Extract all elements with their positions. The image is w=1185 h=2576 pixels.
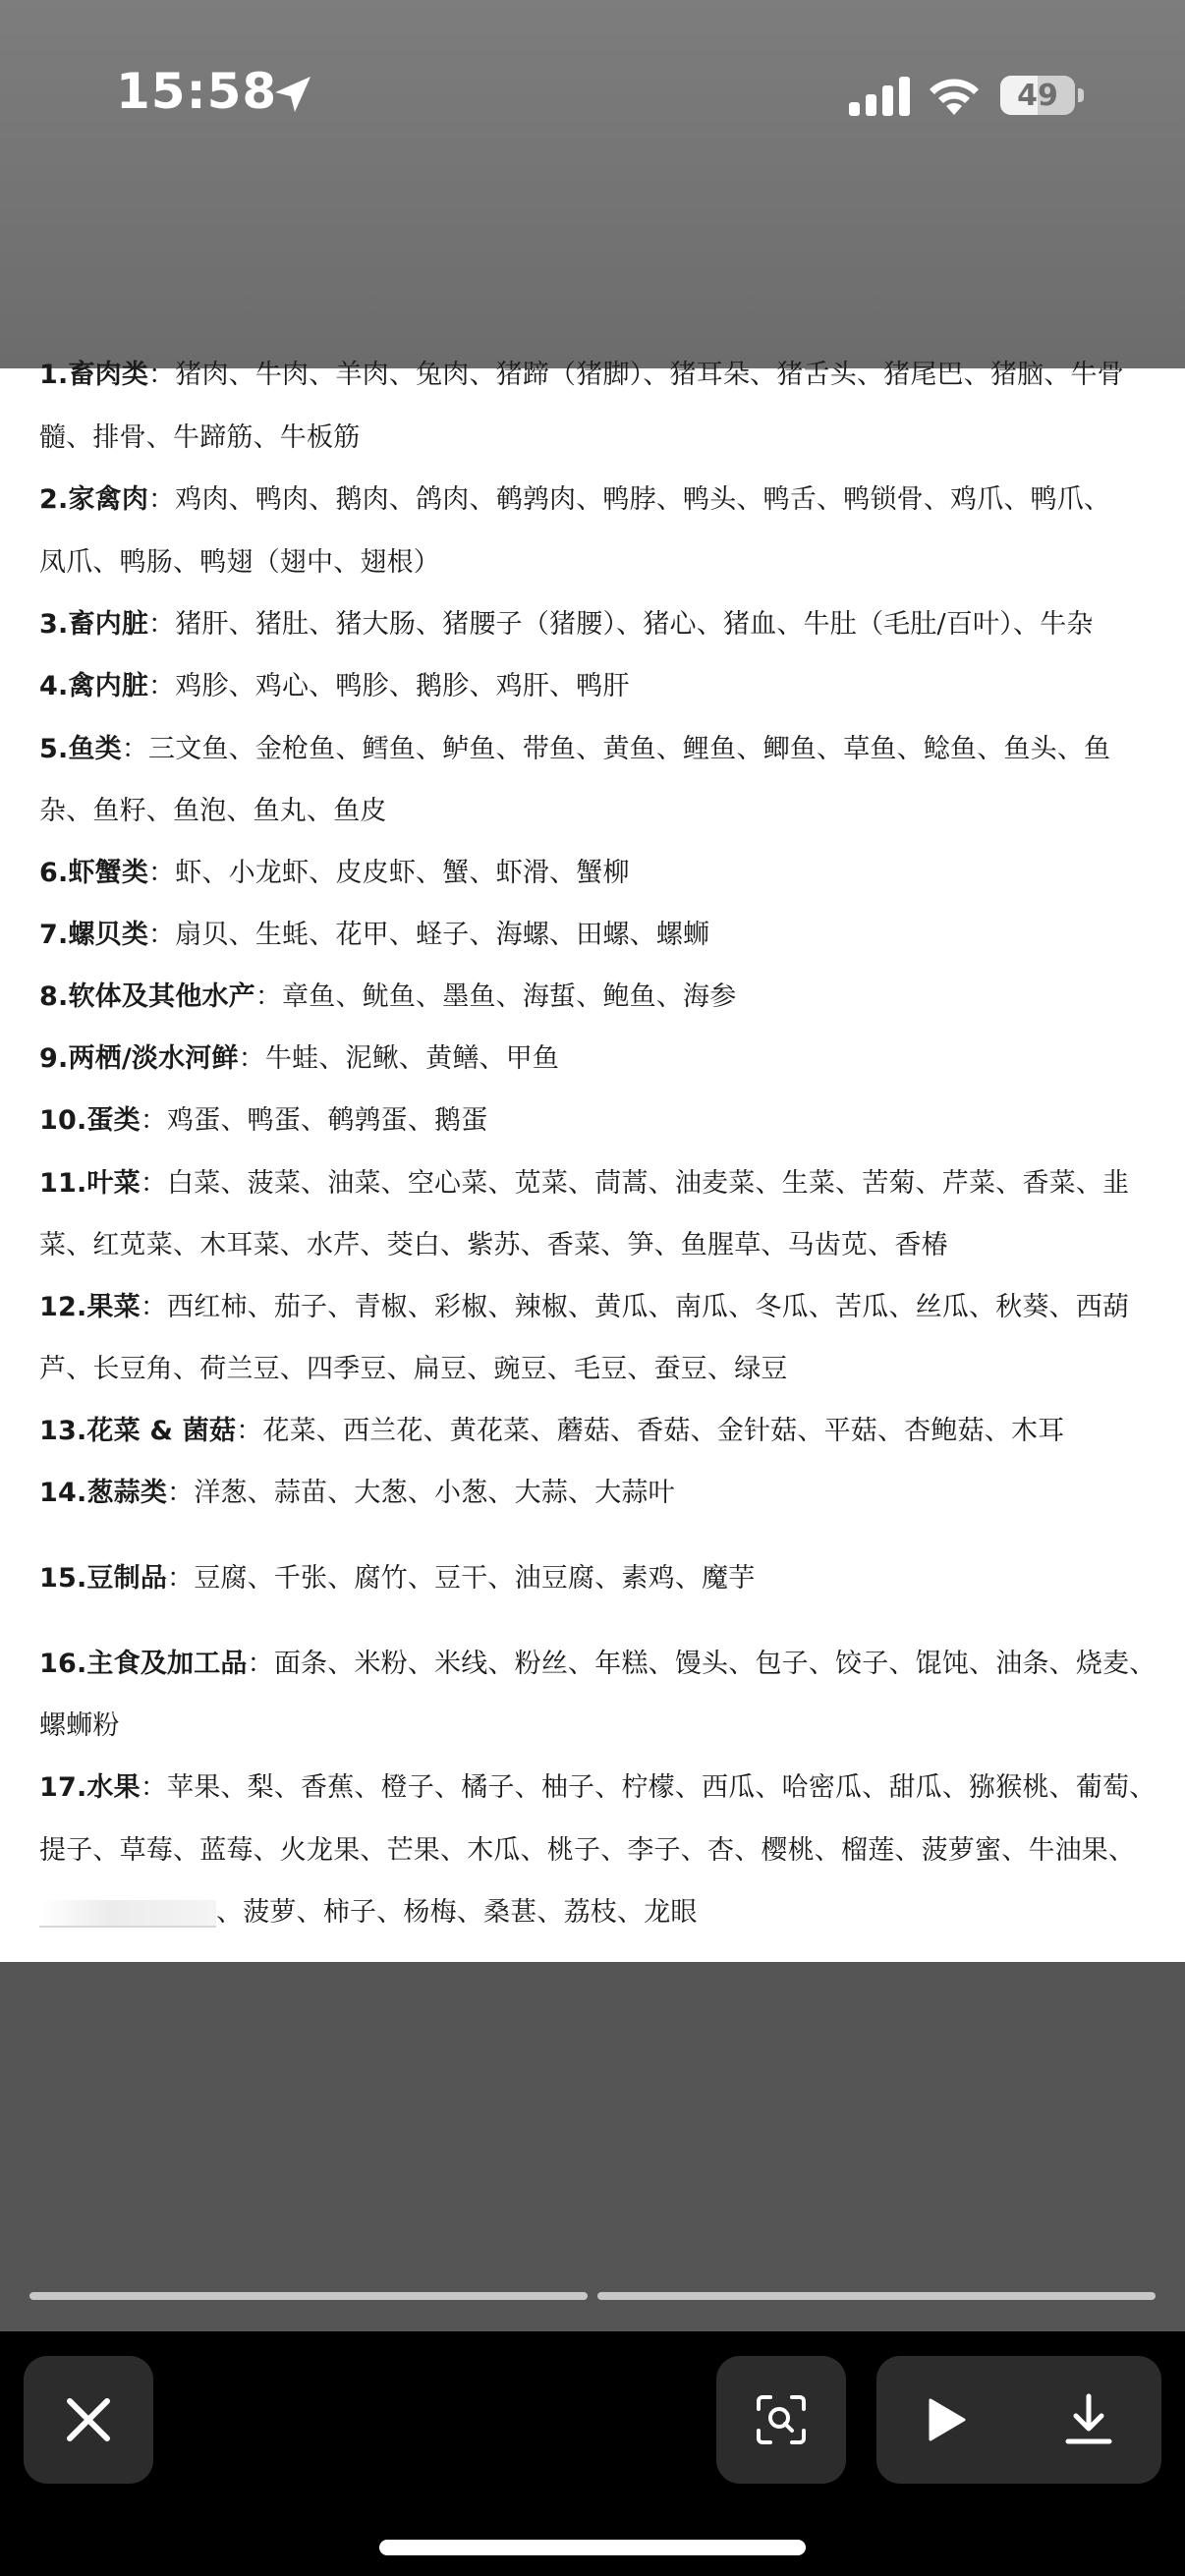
timeline-scrubber-right[interactable] xyxy=(597,2292,1156,2300)
document-line xyxy=(39,1288,1159,1327)
category-label: 8.软体及其他水产 xyxy=(39,981,255,1012)
document-line xyxy=(39,1831,1159,1871)
status-bar xyxy=(0,0,1185,177)
wifi-icon xyxy=(927,72,982,117)
redacted-text xyxy=(39,1900,216,1928)
category-items: ：牛蛙、泥鳅、黄鳝、甲鱼 xyxy=(238,1043,560,1074)
document-line xyxy=(39,792,1159,831)
category-label: 15.豆制品 xyxy=(39,1563,168,1594)
home-indicator[interactable] xyxy=(379,2540,806,2555)
category-items: ：花菜、西兰花、黄花菜、蘑菇、香菇、金针菇、平菇、杏鲍菇、木耳 xyxy=(236,1416,1065,1446)
document-line xyxy=(39,978,1159,1017)
document-line xyxy=(39,854,1159,893)
live-text-button[interactable] xyxy=(716,2356,846,2484)
category-items: ：鸡胗、鸡心、鸭胗、鹅胗、鸡肝、鸭肝 xyxy=(148,671,630,701)
battery-cap xyxy=(1078,88,1084,102)
category-items: ：虾、小龙虾、皮皮虾、蟹、虾滑、蟹柳 xyxy=(148,858,630,888)
document-line xyxy=(39,730,1159,769)
category-items: 杂、鱼籽、鱼泡、鱼丸、鱼皮 xyxy=(39,796,387,826)
document-line xyxy=(39,1039,1159,1079)
category-items: ：洋葱、蒜苗、大葱、小葱、大蒜、大蒜叶 xyxy=(167,1478,675,1508)
category-label: 5.鱼类 xyxy=(39,734,122,764)
document-line xyxy=(39,356,1159,395)
document-line xyxy=(39,1893,1159,1932)
category-label: 16.主食及加工品 xyxy=(39,1649,248,1679)
document-line xyxy=(39,916,1159,955)
cellular-signal-icon xyxy=(849,75,910,116)
category-label: 13.花菜 & 菌菇 xyxy=(39,1416,237,1446)
category-label: 11.叶菜 xyxy=(39,1168,141,1199)
category-label: 10.蛋类 xyxy=(39,1105,141,1136)
category-items: 芦、长豆角、荷兰豆、四季豆、扁豆、豌豆、毛豆、蚕豆、绿豆 xyxy=(39,1354,788,1384)
document-line xyxy=(39,1101,1159,1141)
category-items: ：面条、米粉、米线、粉丝、年糕、馒头、包子、饺子、馄饨、油条、烧麦、 xyxy=(247,1649,1157,1679)
category-items: ：西红柿、茄子、青椒、彩椒、辣椒、黄瓜、南瓜、冬瓜、苦瓜、丝瓜、秋葵、西葫 xyxy=(140,1292,1130,1322)
category-label: 4.禽内脏 xyxy=(39,671,149,701)
document-line xyxy=(39,1350,1159,1389)
category-items: ：苹果、梨、香蕉、橙子、橘子、柚子、柠檬、西瓜、哈密瓜、甜瓜、猕猴桃、葡萄、 xyxy=(140,1772,1157,1803)
category-items: ：猪肉、牛肉、羊肉、兔肉、猪蹄（猪脚）、猪耳朵、猪舌头、猪尾巴、猪脑、牛骨 xyxy=(148,360,1124,390)
category-label: 7.螺贝类 xyxy=(39,920,149,950)
status-time: 15:58 xyxy=(116,63,278,120)
category-label: 14.葱蒜类 xyxy=(39,1478,168,1508)
category-items: ：扇贝、生蚝、花甲、蛏子、海螺、田螺、螺蛳 xyxy=(148,920,710,950)
document-line xyxy=(39,1707,1159,1746)
battery-level: 49 xyxy=(1017,78,1058,113)
document-line xyxy=(39,1645,1159,1684)
category-items: ：白菜、菠菜、油菜、空心菜、苋菜、茼蒿、油麦菜、生菜、苦菊、芹菜、香菜、韭 xyxy=(140,1168,1130,1199)
category-label: 6.虾蟹类 xyxy=(39,858,149,888)
close-button[interactable] xyxy=(24,2356,153,2484)
play-icon[interactable] xyxy=(925,2396,968,2443)
category-items: 、菠萝、柿子、杨梅、桑葚、荔枝、龙眼 xyxy=(216,1897,698,1928)
live-text-scan-icon xyxy=(755,2393,808,2446)
document-line xyxy=(39,419,1159,458)
battery-icon xyxy=(1000,76,1075,115)
category-items: 凤爪、鸭肠、鸭翅（翅中、翅根） xyxy=(39,547,440,578)
document-line xyxy=(39,543,1159,583)
document-line xyxy=(39,1559,1159,1598)
category-items: 提子、草莓、蓝莓、火龙果、芒果、木瓜、桃子、李子、杏、樱桃、榴莲、菠萝蜜、牛油果、 xyxy=(39,1835,1136,1866)
close-icon xyxy=(66,2397,111,2442)
document-line xyxy=(39,1474,1159,1513)
category-items: ：三文鱼、金枪鱼、鳕鱼、鲈鱼、带鱼、黄鱼、鲤鱼、鲫鱼、草鱼、鲶鱼、鱼头、鱼 xyxy=(121,734,1111,764)
category-items: ：鸡肉、鸭肉、鹅肉、鸽肉、鹌鹑肉、鸭脖、鸭头、鸭舌、鸭锁骨、鸡爪、鸭爪、 xyxy=(148,484,1111,515)
category-label: 2.家禽肉 xyxy=(39,484,149,515)
document-line xyxy=(39,1164,1159,1204)
lower-background xyxy=(0,1962,1185,2331)
category-label: 17.水果 xyxy=(39,1772,141,1803)
category-label: 1.畜肉类 xyxy=(39,360,149,390)
category-items: 螺蛳粉 xyxy=(39,1710,120,1741)
document-line xyxy=(39,1226,1159,1265)
category-items: ：豆腐、千张、腐竹、豆干、油豆腐、素鸡、魔芋 xyxy=(167,1563,756,1594)
category-label: 9.两栖/淡水河鲜 xyxy=(39,1043,239,1074)
timeline-scrubber-left[interactable] xyxy=(29,2292,588,2300)
category-items: ：鸡蛋、鸭蛋、鹌鹑蛋、鹅蛋 xyxy=(140,1105,488,1136)
category-label: 3.畜内脏 xyxy=(39,609,149,640)
document-line xyxy=(39,667,1159,706)
category-items: 菜、红苋菜、木耳菜、水芹、茭白、紫苏、香菜、笋、鱼腥草、马齿苋、香椿 xyxy=(39,1230,948,1260)
category-items: ：猪肝、猪肚、猪大肠、猪腰子（猪腰）、猪心、猪血、牛肚（毛肚/百叶）、牛杂 xyxy=(148,609,1094,640)
category-items: ：章鱼、鱿鱼、墨鱼、海蜇、鲍鱼、海参 xyxy=(254,981,737,1012)
document-line xyxy=(39,480,1159,520)
download-icon[interactable] xyxy=(1064,2392,1113,2447)
document-line xyxy=(39,605,1159,644)
category-label: 12.果菜 xyxy=(39,1292,141,1322)
document-line xyxy=(39,1412,1159,1451)
location-arrow-icon xyxy=(271,73,314,116)
document-image xyxy=(0,360,1185,1962)
document-line xyxy=(39,1768,1159,1808)
category-items: 髓、排骨、牛蹄筋、牛板筋 xyxy=(39,422,361,453)
media-controls xyxy=(876,2356,1161,2484)
